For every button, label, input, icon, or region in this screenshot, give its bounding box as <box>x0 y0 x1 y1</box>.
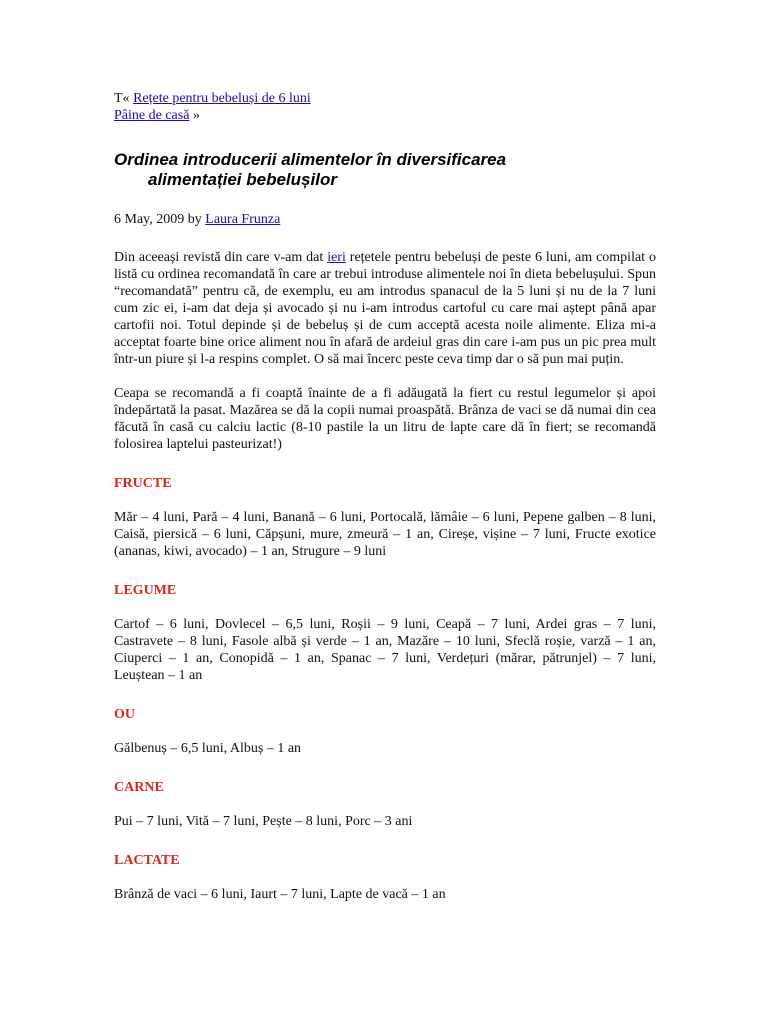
section-title-ou: OU <box>114 707 135 722</box>
section-title-fructe: FRUCTE <box>114 476 172 491</box>
section-body-ou: Gălbenuș – 6,5 luni, Albuș – 1 an <box>114 741 302 756</box>
intro-paragraph <box>114 249 656 368</box>
title-line-2: alimentației bebelușilor <box>148 170 337 189</box>
prev-post-link[interactable]: Rețete pentru bebeluși de 6 luni <box>133 91 311 106</box>
section-body-carne: Pui – 7 luni, Vită – 7 luni, Pește – 8 luni, Porc – 3 ani <box>114 814 413 829</box>
author-link[interactable]: Laura Frunza <box>205 212 281 227</box>
title-line-1: Ordinea introducerii alimentelor în diversificarea <box>114 150 507 169</box>
post-navigation <box>114 90 656 124</box>
next-suffix: » <box>189 108 200 123</box>
yesterday-link[interactable]: ieri <box>327 250 346 265</box>
next-post-line <box>114 107 656 124</box>
next-post-link[interactable]: Pâine de casă <box>114 108 190 123</box>
section-body-legume: Cartof – 6 luni, Dovlecel – 6,5 luni, Roșii – 9 luni, Ceapă – 7 luni, Ardei gras – 7 luni, Castravete – 8 luni, Fasole albă și verde – 1 an, Mazăre – 10 luni, Sfeclă roșie, varză – 1 an, Ciuperci – 1 an, Conopidă – 1 an, Spanac – 7 luni, Verdețuri (mărar, pătrunjel) – 7 luni, Leuștean – 1 an <box>114 617 656 683</box>
section-title-lactate: LACTATE <box>114 853 180 868</box>
section-title-carne: CARNE <box>114 780 164 795</box>
intro-text-after: rețetele pentru bebeluși de peste 6 luni, am compilat o listă cu ordinea recomandată în care ar trebui introduse alimentele noi în dieta bebelușului. Spun “recomandată” pentru că, de exemplu, eu am introdus spanacul de la 5 luni și nu de la 7 luni cum zic ei, i-am dat deja și avocado și nu i-am introdus cartoful cu care mai aștept până apar cartofii noi. Totul depinde și de bebeluș și de cum acceptă acesta noile alimente. Eliza mi-a acceptat foarte bine orice aliment nou în afară de ardeiul gras din care i-am pus un pic prea mult într-un piure și l-a respins complet. O să mai încerc peste ceva timp dar o să pun mai puțin. <box>114 250 656 367</box>
intro-text-before: Din aceeași revistă din care v-am dat <box>114 250 328 265</box>
post-date: 6 May, 2009 by <box>114 212 206 227</box>
article-title <box>114 150 656 190</box>
prev-prefix: T« <box>114 91 134 106</box>
section-body-lactate: Brânză de vaci – 6 luni, Iaurt – 7 luni, Lapte de vacă – 1 an <box>114 887 446 902</box>
post-meta <box>114 211 656 228</box>
article-page <box>114 90 656 903</box>
section-body-fructe: Măr – 4 luni, Pară – 4 luni, Banană – 6 luni, Portocală, lămâie – 6 luni, Pepene galben – 8 luni, Caisă, piersică – 6 luni, Căpșuni, mure, zmeură – 1 an, Cireșe, vișine – 7 luni, Fructe exotice (ananas, kiwi, avocado) – 1 an, Strugure – 9 luni <box>114 510 656 559</box>
section-title-legume: LEGUME <box>114 583 177 598</box>
prev-post-line <box>114 90 656 107</box>
notes-paragraph: Ceapa se recomandă a fi coaptă înainte de a fi adăugată la fiert cu restul legumelor și apoi îndepărtată la pasat. Mazărea se dă la copii numai proaspătă. Brânza de vaci se dă numai din cea făcută în casă cu calciu lactic (8-10 pastile la un litru de lapte care dă în fiert; se recomandă folosirea laptelui pasteurizat!) <box>114 386 656 452</box>
